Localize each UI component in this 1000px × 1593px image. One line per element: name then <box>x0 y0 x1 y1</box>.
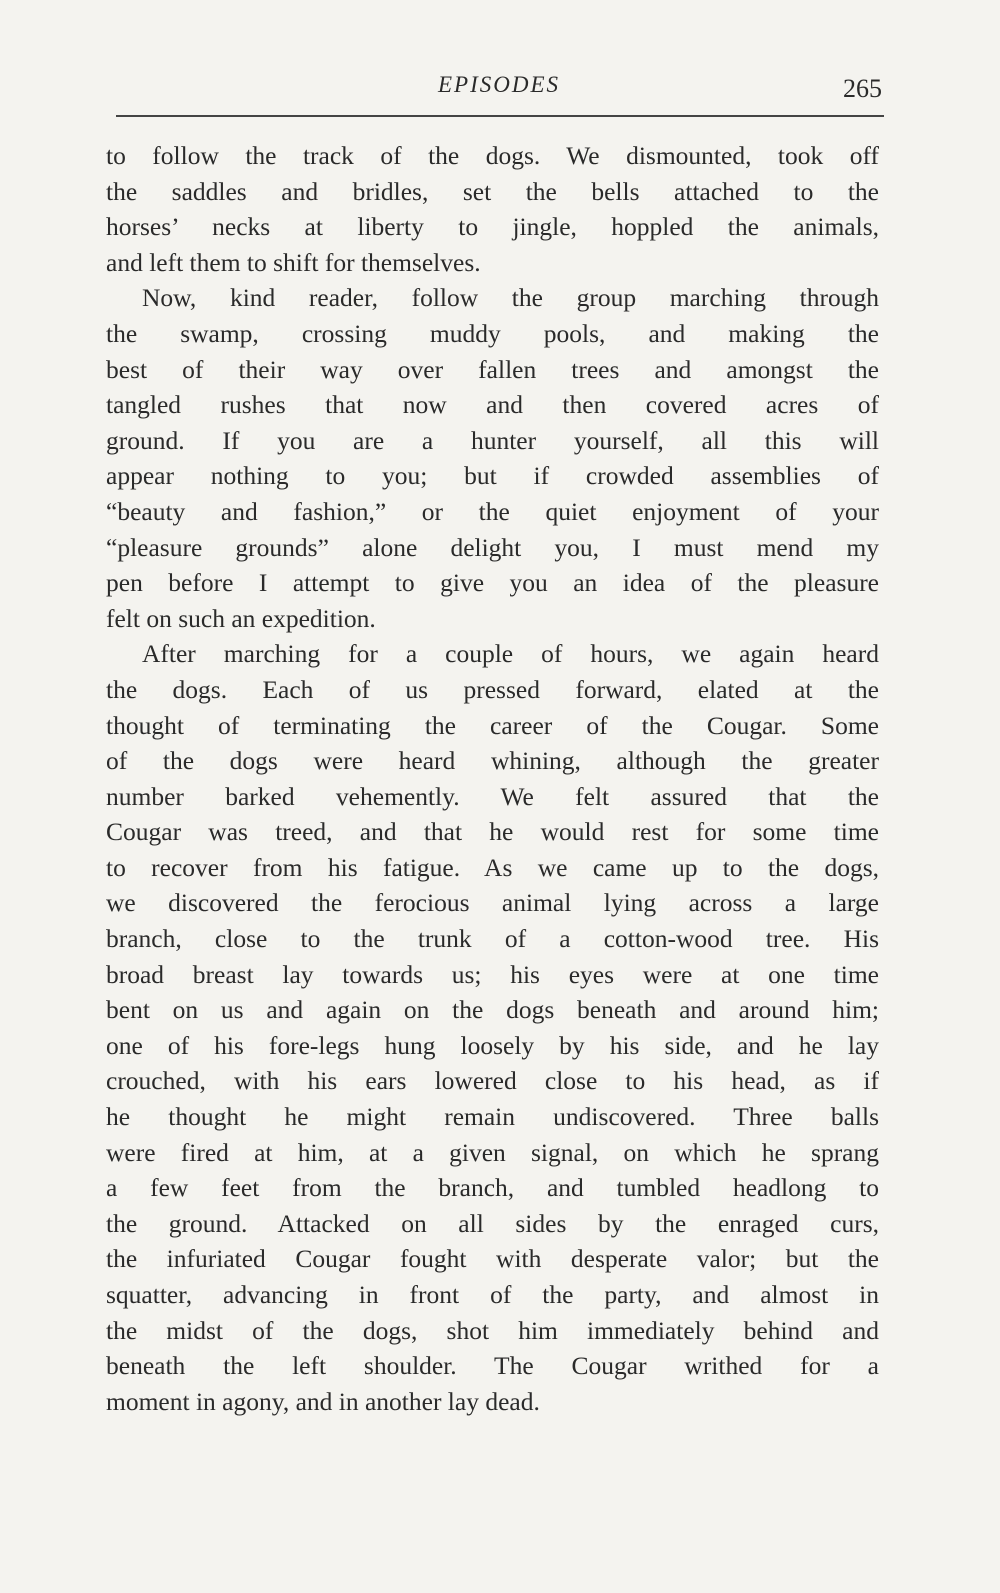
text-line: Cougar was treed, and that he would rest for some time <box>106 817 879 847</box>
text-line: one of his fore-legs hung loosely by his side, and he lay <box>106 1030 879 1060</box>
text-line: the swamp, crossing muddy pools, and making the <box>106 318 879 348</box>
text-line: to recover from his fatigue. As we came up to the dogs, <box>106 852 879 882</box>
text-line: a few feet from the branch, and tumbled headlong to <box>106 1173 879 1203</box>
text-line: the saddles and bridles, set the bells attached to the <box>106 176 879 206</box>
page-header <box>116 72 882 112</box>
text-line: “pleasure grounds” alone delight you, I must mend my <box>106 532 879 562</box>
text-line: thought of terminating the career of the Cougar. Some <box>106 710 879 740</box>
running-head: EPISODES <box>437 72 561 97</box>
text-line: number barked vehemently. We felt assured that the <box>106 781 879 811</box>
body-text <box>106 138 879 1419</box>
text-line: appear nothing to you; but if crowded assemblies of <box>106 461 879 491</box>
text-line: the midst of the dogs, shot him immediately behind and <box>106 1315 879 1345</box>
text-line: pen before I attempt to give you an idea of the pleasure <box>106 568 879 598</box>
text-line: bent on us and again on the dogs beneath and around him; <box>106 995 879 1025</box>
text-line: felt on such an expedition. <box>106 603 376 633</box>
text-line: tangled rushes that now and then covered acres of <box>106 390 879 420</box>
text-line: beneath the left shoulder. The Cougar writhed for a <box>106 1351 879 1381</box>
text-line: of the dogs were heard whining, although the greater <box>106 746 879 776</box>
header-rule <box>116 115 884 117</box>
text-line: broad breast lay towards us; his eyes were at one time <box>106 959 879 989</box>
text-line: he thought he might remain undiscovered. Three balls <box>106 1102 879 1132</box>
text-line: “beauty and fashion,” or the quiet enjoyment of your <box>106 496 879 526</box>
text-line: best of their way over fallen trees and amongst the <box>106 354 879 384</box>
text-line: moment in agony, and in another lay dead. <box>106 1386 540 1416</box>
page-number: 265 <box>843 74 882 103</box>
text-line: horses’ necks at liberty to jingle, hoppled the animals, <box>106 212 879 242</box>
text-line: the dogs. Each of us pressed forward, elated at the <box>106 674 879 704</box>
text-line: to follow the track of the dogs. We dismounted, took off <box>106 141 879 170</box>
text-line: ground. If you are a hunter yourself, all this will <box>106 425 879 455</box>
text-line: and left them to shift for themselves. <box>106 247 481 277</box>
text-line: we discovered the ferocious animal lying across a large <box>106 888 879 918</box>
text-line: branch, close to the trunk of a cotton-wood tree. His <box>106 924 879 954</box>
text-line: crouched, with his ears lowered close to his head, as if <box>106 1066 879 1096</box>
text-line: the ground. Attacked on all sides by the enraged curs, <box>106 1208 879 1238</box>
text-line: the infuriated Cougar fought with desperate valor; but the <box>106 1244 879 1274</box>
text-line: After marching for a couple of hours, we again heard <box>142 639 879 669</box>
text-line: were fired at him, at a given signal, on which he sprang <box>106 1137 879 1167</box>
text-line: squatter, advancing in front of the party, and almost in <box>106 1280 879 1309</box>
text-line: Now, kind reader, follow the group marching through <box>142 283 879 313</box>
